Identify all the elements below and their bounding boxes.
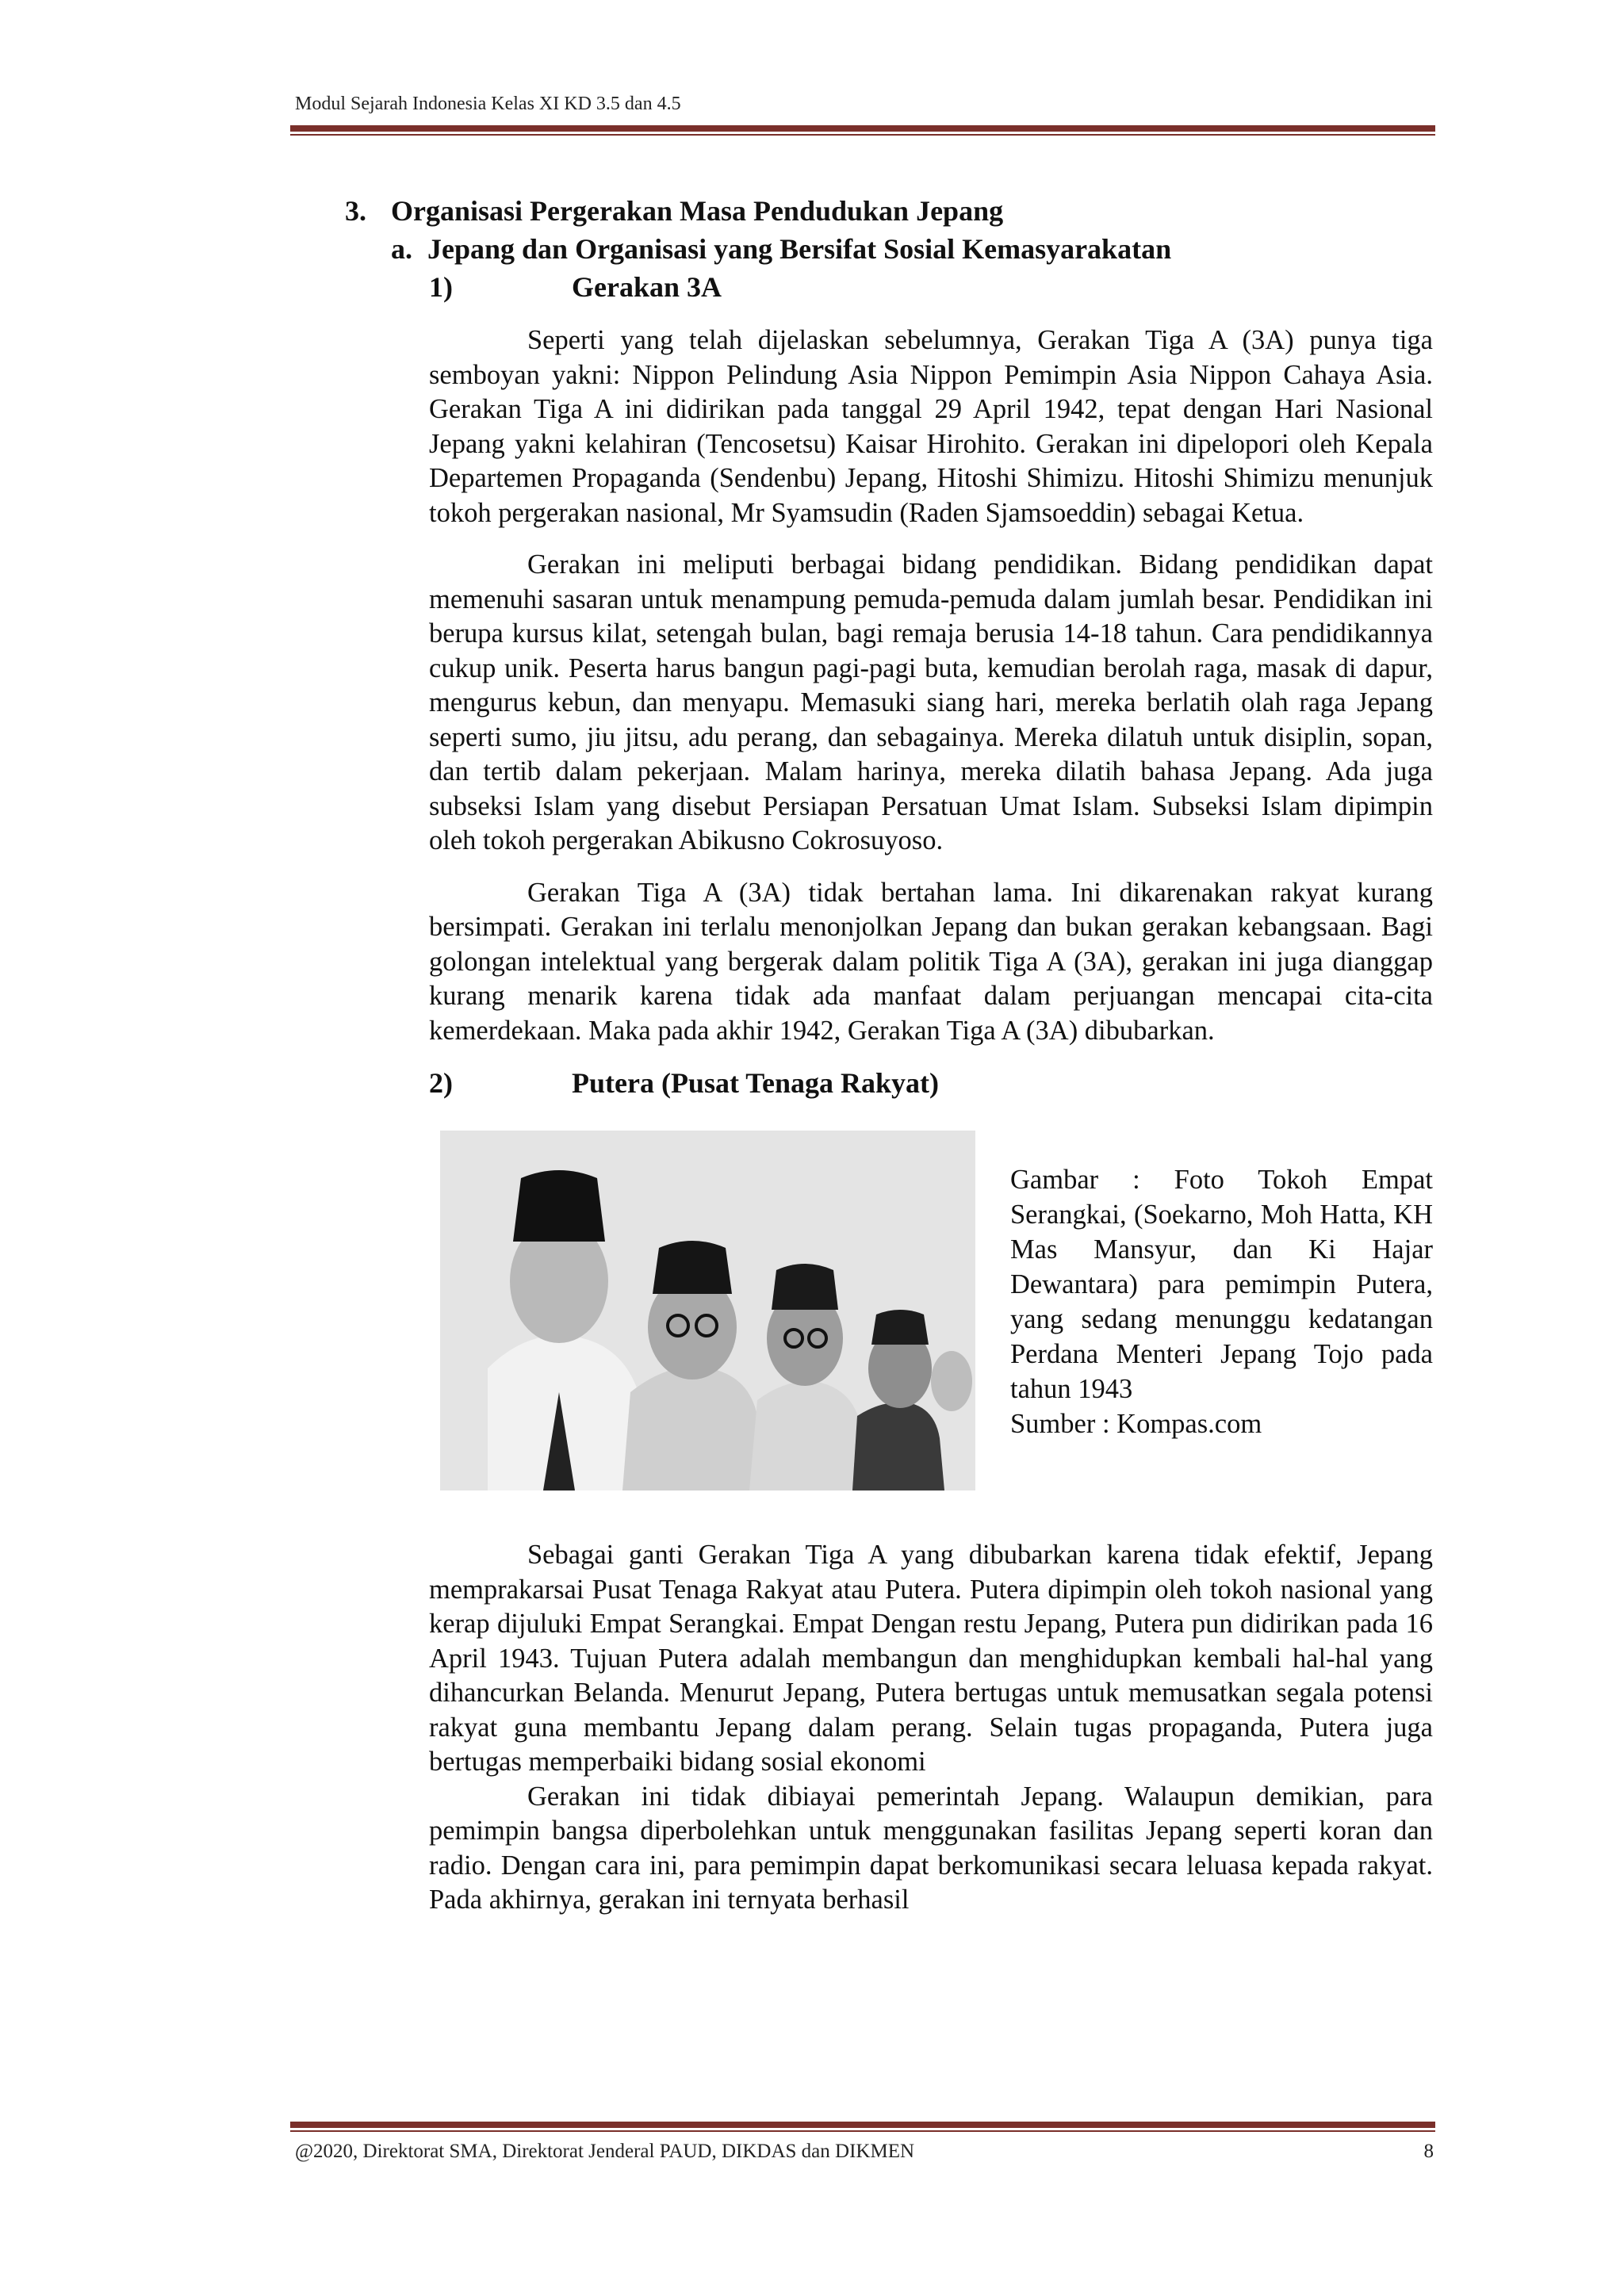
paragraph: Gerakan ini meliputi berbagai bidang pendidikan. Bidang pendidikan dapat memenuhi sasaran untuk menampung pemuda-pemuda dalam jumlah besar. Pendidikan ini berupa kursus kilat, setengah bulan, bagi remaja berusia 14-18 tahun. Cara pendidikannya cukup unik. Peserta harus bangun pagi-pagi buta, kemudian berolah raga, masak di dapur, mengurus kebun, dan menyapu. Memasuki siang hari, mereka berlatih olah raga Jepang seperti sumo, jiu jitsu, adu perang, dan sebagainya. Mereka dilatuh untuk disiplin, sopan, dan tertib dalam pekerjaan. Malam harinya, mereka dilatih bahasa Jepang. Ada juga subseksi Islam yang disebut Persiapan Persatuan Umat Islam. Subseksi Islam dipimpin oleh tokoh pergerakan Abikusno Cokrosuyoso. (429, 549, 1433, 855)
section-title: Organisasi Pergerakan Masa Pendudukan Jepang (391, 195, 1004, 227)
section-heading (345, 192, 1433, 230)
subsection-title: Jepang dan Organisasi yang Bersifat Sosial Kemasyarakatan (427, 233, 1172, 265)
paragraph: Gerakan Tiga A (3A) tidak bertahan lama. Ini dikarenakan rakyat kurang bersimpati. Gerakan ini terlalu menonjolkan Jepang dan bukan gerakan kebangsaan. Bagi golongan intelektual yang bergerak dalam politik Tiga A (3A), gerakan ini juga dianggap kurang menarik karena tidak ada manfaat dalam perjuangan mencapai cita-cita kemerdekaan. Maka pada akhir 1942, Gerakan Tiga A (3A) dibubarkan. (429, 877, 1433, 1046)
subsection-heading (391, 230, 1433, 268)
page-content (345, 192, 1433, 1918)
paragraph: Sebagai ganti Gerakan Tiga A yang dibubarkan karena tidak efektif, Jepang memprakarsai Pusat Tenaga Rakyat atau Putera. Putera dipimpin oleh tokoh nasional yang kerap dijuluki Empat Serangkai. Empat Dengan restu Jepang, Putera pun didirikan pada 16 April 1943. Tujuan Putera adalah membangun dan menghidupkan kembali hal-hal yang dihancurkan Belanda. Menurut Jepang, Putera bertugas untuk memusatkan segala potensi rakyat guna membantu Jepang dalam perang. Selain tugas propaganda, Putera juga bertugas memperbaiki bidang sosial ekonomi (429, 1540, 1433, 1777)
caption-text: Gambar : Foto Tokoh Empat Serangkai, (Soekarno, Moh Hatta, KH Mas Mansyur, dan Ki Hajar Dewantara) para pemimpin Putera, yang sedang menunggu kedatangan Perdana Menteri Jepang Tojo pada tahun 1943 (1010, 1165, 1433, 1404)
caption-source: Sumber : Kompas.com (1010, 1409, 1262, 1439)
footer-rule (290, 2122, 1435, 2132)
figure (440, 1131, 1433, 1490)
subsection-number: a. (391, 233, 412, 265)
item-number-1: 1) (429, 271, 453, 303)
header-rule (290, 125, 1435, 136)
figure-caption (1010, 1162, 1433, 1441)
paragraph: Gerakan ini tidak dibiayai pemerintah Jepang. Walaupun demikian, para pemimpin bangsa diperbolehkan untuk menggunakan fasilitas Jepang seperti koran dan radio. Dengan cara ini, para pemimpin dapat berkomunikasi secara leluasa kepada rakyat. Pada akhirnya, gerakan ini ternyata berhasil (429, 1781, 1433, 1915)
empat-serangkai-photo (440, 1131, 975, 1490)
item-title-2: Putera (Pusat Tenaga Rakyat) (572, 1067, 940, 1099)
item-heading-2 (429, 1064, 1433, 1102)
footer-text: @2020, Direktorat SMA, Direktorat Jenderal PAUD, DIKDAS dan DIKMEN (295, 2141, 915, 2162)
item-heading-1 (429, 268, 1433, 306)
item-number-2: 2) (429, 1067, 453, 1099)
item-title-1: Gerakan 3A (572, 271, 722, 303)
page-number: 8 (1423, 2141, 1434, 2162)
section-number: 3. (345, 195, 366, 227)
paragraph: Seperti yang telah dijelaskan sebelumnya, Gerakan Tiga A (3A) punya tiga semboyan yakni: Nippon Pelindung Asia Nippon Pemimpin Asia Nippon Cahaya Asia. Gerakan Tiga A ini didirikan pada tanggal 29 April 1942, tepat dengan Hari Nasional Jepang yakni kelahiran (Tencosetsu) Kaisar Hirohito. Gerakan ini dipelopori oleh Kepala Departemen Propaganda (Sendenbu) Jepang, Hitoshi Shimizu. Hitoshi Shimizu menunjuk tokoh pergerakan nasional, Mr Syamsudin (Raden Sjamsoeddin) sebagai Ketua. (429, 325, 1433, 528)
page-header-title: Modul Sejarah Indonesia Kelas XI KD 3.5 dan 4.5 (295, 94, 681, 114)
